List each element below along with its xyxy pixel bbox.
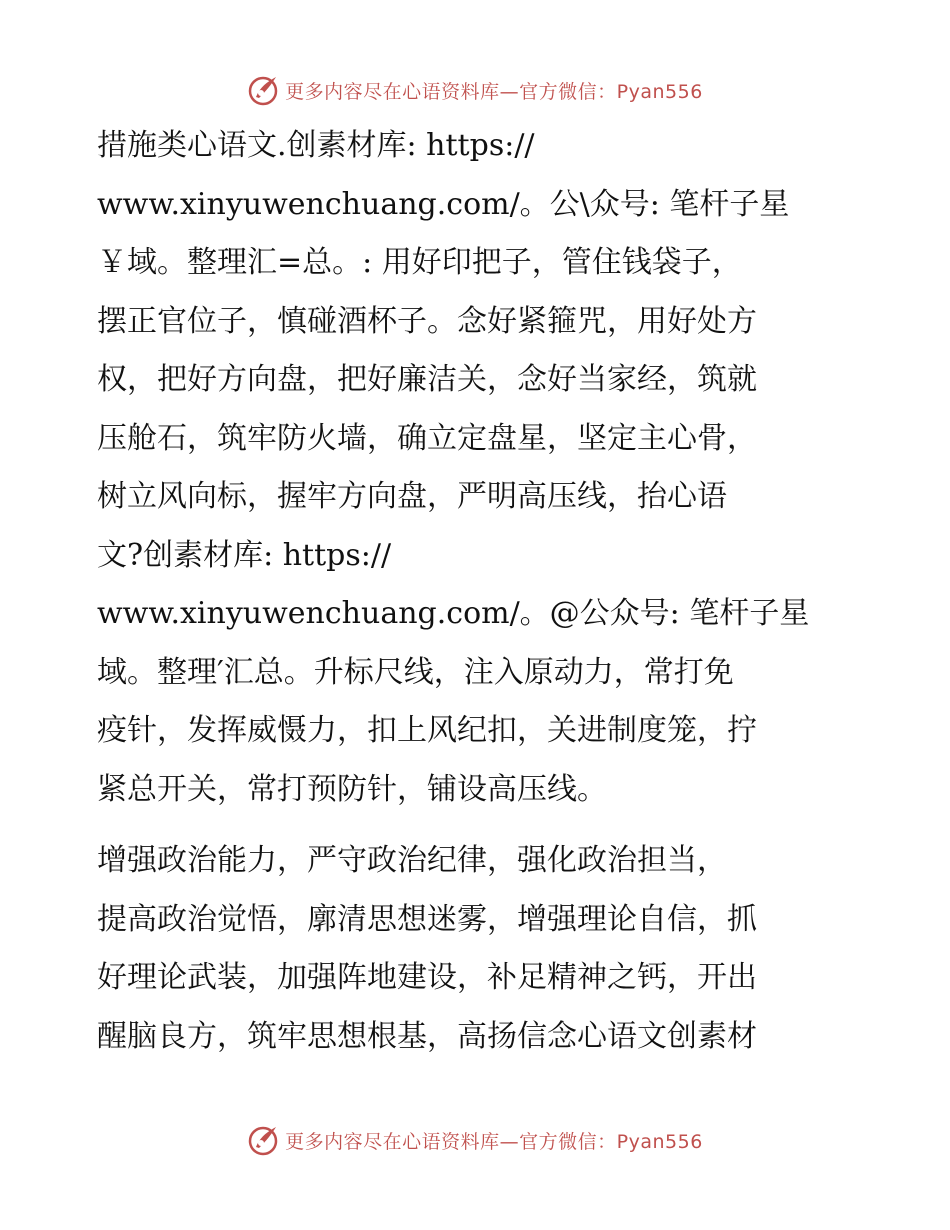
- paragraph-2: [97, 832, 857, 1066]
- footer-banner: [0, 1120, 950, 1160]
- text-line: www.xinyuwenchuang.com/。公\众号: 笔杆子星: [97, 186, 790, 222]
- text-line: 文?创素材库: https://: [97, 537, 392, 573]
- banner-text: 更多内容尽在心语资料库—官方微信：Pyan556: [285, 1130, 703, 1153]
- brush-stroke-logo-icon: [247, 1123, 281, 1157]
- paragraph-1: [97, 117, 857, 819]
- brush-stroke-logo-icon: [247, 73, 281, 107]
- text-line: 权，把好方向盘，把好廉洁关，念好当家经，筑就: [97, 362, 757, 397]
- text-line: 增强政治能力，严守政治纪律，强化政治担当，: [97, 843, 727, 878]
- text-line: 醒脑良方，筑牢思想根基，高扬信念心语文创素材: [97, 1018, 757, 1054]
- text-line: 措施类心语文.创素材库: https://: [97, 128, 535, 163]
- header-banner: [0, 70, 950, 110]
- text-line: 摆正官位子，慎碰酒杯子。念好紧箍咒，用好处方: [97, 303, 757, 339]
- document-body: [97, 117, 857, 1066]
- text-line: 域。整理′汇总。升标尺线，注入原动力，常打免: [97, 654, 734, 690]
- text-line: 树立风向标，握牢方向盘，严明高压线，抬心语: [97, 479, 727, 514]
- text-line: 好理论武装，加强阵地建设，补足精神之钙，开出: [97, 960, 757, 995]
- banner-text: 更多内容尽在心语资料库—官方微信：Pyan556: [285, 80, 703, 103]
- text-line: 提高政治觉悟，廓清思想迷雾，增强理论自信，抓: [97, 901, 757, 937]
- text-line: 紧总开关，常打预防针，铺设高压线。: [97, 771, 607, 807]
- text-line: ￥域。整理汇=总。: 用好印把子，管住钱袋子，: [97, 245, 742, 280]
- text-line: 压舱石，筑牢防火墙，确立定盘星，坚定主心骨，: [97, 420, 757, 456]
- text-line: 疫针，发挥威慑力，扣上风纪扣，关进制度笼，拧: [97, 713, 757, 748]
- text-line: www.xinyuwenchuang.com/。@公众号: 笔杆子星: [97, 596, 810, 631]
